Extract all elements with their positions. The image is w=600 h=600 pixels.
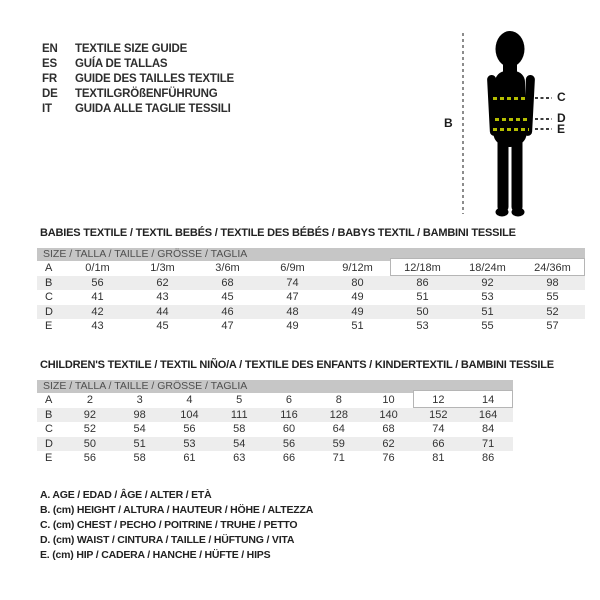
table-cell: 6/9m [280, 262, 305, 274]
table-cell: 46 [221, 305, 234, 318]
table-cell: 6 [285, 394, 293, 406]
table-cell: 50 [416, 305, 429, 318]
height-measure-line [462, 33, 464, 214]
row-label: A [45, 394, 53, 406]
table-cell: 74 [286, 276, 299, 289]
row-label: D [45, 437, 53, 450]
size-header-row [37, 380, 513, 393]
hip-label: E [557, 122, 566, 136]
table-cell: 64 [332, 423, 345, 435]
table-cell: 3/6m [215, 262, 240, 274]
table-cell: 47 [221, 320, 234, 332]
table-row [37, 393, 513, 408]
language-code: IT [42, 103, 52, 115]
table-cell: 24/36m [534, 262, 571, 274]
hip-guide-line [535, 128, 552, 130]
language-row [42, 87, 218, 101]
table-cell: 92 [481, 276, 494, 289]
legend-line: A. AGE / EDAD / ÂGE / ALTER / ETÀ [40, 489, 212, 501]
table-cell: 68 [382, 423, 395, 435]
table-cell: 49 [351, 291, 364, 303]
table-cell: 12/18m [404, 262, 441, 274]
table-cell: 51 [481, 305, 494, 318]
size-header-row [37, 248, 585, 261]
row-label: C [45, 291, 53, 303]
table-cell: 86 [481, 452, 495, 464]
table-cell: 56 [83, 452, 96, 464]
table-cell: 53 [416, 320, 429, 332]
babies-table-title: BABIES TEXTILE / TEXTIL BEBÉS / TEXTILE DES BÉBÉS / BABYS TEXTIL / BAMBINI TESSILE [40, 227, 516, 239]
size-header-label: SIZE / TALLA / TAILLE / GRÖSSE / TAGLIA [37, 248, 390, 261]
table-cell: 56 [282, 437, 296, 450]
table-cell: 18/24m [469, 262, 506, 274]
table-cell: 74 [432, 423, 445, 435]
table-cell: 59 [332, 437, 345, 450]
table-cell: 50 [83, 437, 96, 450]
waist-measure-line [495, 118, 528, 121]
table-cell: 53 [481, 291, 494, 303]
language-title: GUIDA ALLE TAGLIE TESSILI [75, 103, 231, 115]
language-title: TEXTILE SIZE GUIDE [75, 43, 188, 55]
language-code: FR [42, 73, 57, 85]
table-cell: 116 [280, 408, 298, 421]
table-row [37, 437, 513, 452]
size-header-label: SIZE / TALLA / TAILLE / GRÖSSE / TAGLIA [37, 380, 413, 393]
table-cell: 81 [432, 452, 445, 464]
table-cell: 58 [233, 423, 246, 435]
table-cell: 164 [478, 408, 498, 421]
language-code: ES [42, 58, 57, 70]
table-cell: 86 [416, 276, 429, 289]
children-table-title: CHILDREN'S TEXTILE / TEXTIL NIÑO/A / TEXTILE DES ENFANTS / KINDERTEXTIL / BAMBINI TESSILE [40, 359, 554, 371]
table-cell: 2 [86, 394, 93, 406]
table-cell: 62 [156, 276, 169, 289]
table-cell: 47 [286, 291, 299, 303]
legend-line: C. (cm) CHEST / PECHO / POITRINE / TRUHE / PETTO [40, 519, 298, 531]
table-cell: 84 [481, 423, 495, 435]
legend-line: D. (cm) WAIST / CINTURA / TAILLE / HÜFTUNG / VITA [40, 534, 295, 546]
table-cell: 56 [183, 423, 196, 435]
row-label: B [45, 408, 53, 421]
table-cell: 53 [183, 437, 196, 450]
table-cell: 49 [286, 320, 299, 332]
table-cell: 111 [230, 408, 248, 421]
table-cell: 71 [332, 452, 345, 464]
table-cell: 61 [183, 452, 196, 464]
table-cell: 10 [382, 394, 395, 406]
table-cell: 55 [481, 320, 494, 332]
table-cell: 152 [429, 408, 448, 421]
table-cell: 68 [221, 276, 234, 289]
language-row [42, 57, 167, 71]
table-row [37, 422, 513, 437]
table-row [37, 290, 585, 305]
table-cell: 12 [432, 394, 445, 406]
table-cell: 45 [156, 320, 169, 332]
language-title: TEXTILGRÖßENFÜHRUNG [75, 88, 218, 100]
table-cell: 66 [282, 452, 296, 464]
language-row [42, 42, 187, 56]
language-row [42, 72, 234, 86]
table-cell: 43 [156, 291, 169, 303]
table-cell: 45 [221, 291, 234, 303]
size-header-tail [413, 380, 513, 393]
height-label: B [444, 116, 453, 130]
babies-size-table [37, 248, 585, 334]
table-cell: 41 [91, 291, 104, 303]
table-row [37, 451, 513, 466]
language-title: GUIDE DES TAILLES TEXTILE [75, 73, 234, 85]
language-title: GUÍA DE TALLAS [75, 58, 168, 70]
table-cell: 63 [233, 452, 246, 464]
table-cell: 8 [335, 394, 342, 406]
table-cell: 54 [133, 423, 146, 435]
table-cell: 66 [432, 437, 445, 450]
table-cell: 44 [156, 305, 169, 318]
table-cell: 140 [379, 408, 398, 421]
table-cell: 9/12m [342, 262, 373, 274]
table-cell: 92 [83, 408, 96, 421]
table-cell: 58 [133, 452, 146, 464]
table-cell: 56 [91, 276, 104, 289]
language-code: EN [42, 43, 58, 55]
table-cell: 128 [329, 408, 348, 421]
table-cell: 54 [233, 437, 246, 450]
row-label: E [45, 320, 53, 332]
table-row [37, 276, 585, 291]
table-cell: 52 [546, 305, 559, 318]
chest-guide-line [535, 97, 552, 99]
table-cell: 43 [91, 320, 104, 332]
legend-line: E. (cm) HIP / CADERA / HANCHE / HÜFTE / HIPS [40, 549, 271, 561]
chest-label: C [557, 90, 566, 104]
table-row [37, 408, 513, 423]
table-cell: 62 [382, 437, 395, 450]
row-label: E [45, 452, 53, 464]
table-cell: 60 [282, 423, 296, 435]
table-cell: 57 [546, 320, 559, 332]
table-cell: 52 [83, 423, 96, 435]
table-cell: 3 [136, 394, 143, 406]
waist-label: D [557, 111, 566, 125]
size-header-tail [390, 248, 585, 261]
chest-measure-line [493, 97, 528, 100]
table-cell: 55 [546, 291, 559, 303]
waist-guide-line [535, 118, 552, 120]
table-cell: 0/1m [85, 262, 110, 274]
children-size-table [37, 380, 513, 466]
table-row [37, 319, 585, 334]
table-row [37, 305, 585, 320]
row-label: A [45, 262, 53, 274]
table-cell: 98 [546, 276, 559, 289]
table-cell: 4 [186, 394, 193, 406]
language-code: DE [42, 88, 58, 100]
table-cell: 80 [351, 276, 364, 289]
row-label: B [45, 276, 53, 289]
table-cell: 49 [351, 305, 364, 318]
table-row [37, 261, 585, 276]
table-cell: 71 [481, 437, 495, 450]
table-cell: 5 [236, 394, 243, 406]
table-cell: 42 [91, 305, 104, 318]
table-cell: 1/3m [150, 262, 175, 274]
table-cell: 51 [416, 291, 429, 303]
table-cell: 104 [180, 408, 199, 421]
row-label: D [45, 305, 53, 318]
row-label: C [45, 423, 53, 435]
table-cell: 51 [351, 320, 364, 332]
table-cell: 14 [481, 394, 495, 406]
language-row [42, 102, 231, 116]
child-silhouette [482, 31, 540, 218]
table-cell: 98 [133, 408, 146, 421]
table-cell: 48 [286, 305, 299, 318]
table-cell: 76 [382, 452, 395, 464]
hip-measure-line [493, 128, 529, 131]
table-cell: 51 [133, 437, 146, 450]
legend-line: B. (cm) HEIGHT / ALTURA / HAUTEUR / HÖHE / ALTEZZA [40, 504, 314, 516]
